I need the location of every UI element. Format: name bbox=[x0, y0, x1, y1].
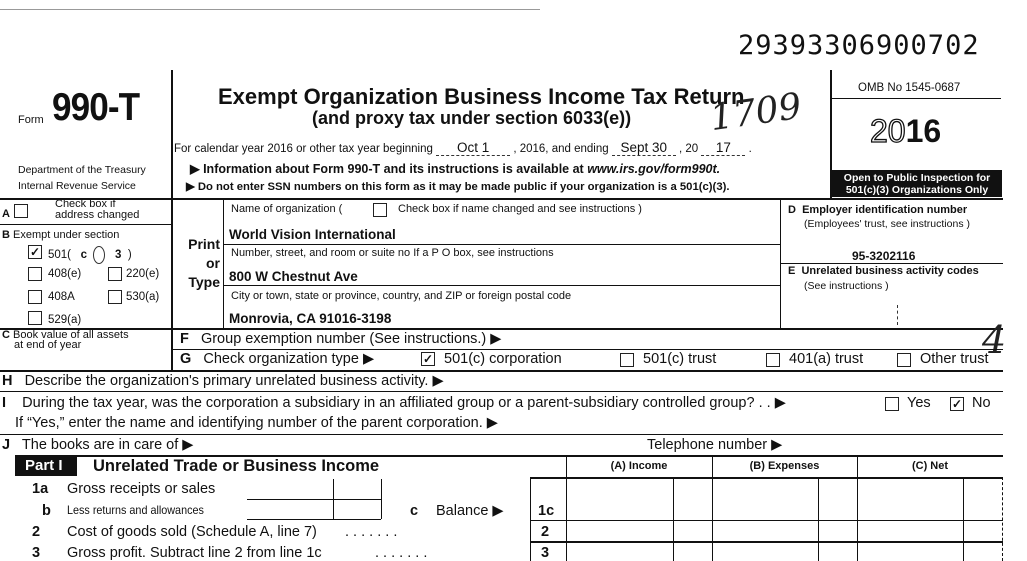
line-1b-label: Less returns and allowances bbox=[67, 503, 204, 517]
form-label: Form bbox=[18, 114, 44, 126]
line-1b-underline bbox=[247, 519, 381, 520]
section-g-label: G Check organization type ▶ bbox=[180, 351, 375, 367]
line-3-label: Gross profit. Subtract line 2 from line 1c bbox=[67, 545, 322, 561]
line-3-income-field[interactable] bbox=[567, 542, 673, 561]
line-1c-letter: c bbox=[410, 503, 419, 519]
document-locator-number: 29393306900702 bbox=[738, 30, 980, 61]
omb-divider bbox=[831, 98, 1001, 99]
org-name-label: Name of organization ( bbox=[231, 203, 343, 215]
line-1c-income-field[interactable] bbox=[567, 478, 673, 520]
exempt-408e-checkbox[interactable] bbox=[28, 267, 42, 281]
line-3-net-field[interactable] bbox=[858, 542, 963, 561]
section-f-label: F Group exemption number (See instructions.) ▶ bbox=[180, 331, 502, 347]
line-1a-label: Gross receipts or sales bbox=[67, 481, 216, 497]
handwritten-stamp: 1709 bbox=[707, 85, 805, 140]
exempt-408a-label: 408A bbox=[48, 291, 75, 303]
col-expenses-header: (B) Expenses bbox=[749, 460, 820, 472]
type-501c-trust-label: 501(c) trust bbox=[643, 351, 717, 367]
exempt-220e-checkbox[interactable] bbox=[108, 267, 122, 281]
name-changed-label: Check box if name changed and see instructions ) bbox=[398, 203, 642, 215]
line-2-net-field[interactable] bbox=[858, 521, 963, 541]
form-number: 990-T bbox=[52, 86, 140, 129]
line-1a-num: 1a bbox=[32, 481, 49, 497]
exempt-408e-label: 408(e) bbox=[48, 268, 82, 280]
ein-field[interactable]: 95-3202116 bbox=[852, 249, 916, 263]
line-1c-net-field[interactable] bbox=[858, 478, 963, 520]
subsidiary-no-label: No bbox=[972, 395, 991, 411]
handwritten-margin-mark: 4 bbox=[982, 318, 1007, 362]
tax-year-line: For calendar year 2016 or other tax year beginning Oct 1 , 2016, and ending Sept 30 , 20 17 . bbox=[174, 140, 752, 155]
type-401a-trust-checkbox[interactable] bbox=[766, 353, 780, 367]
exempt-530a-label: 530(a) bbox=[126, 291, 160, 303]
type-501c-corporation-label: 501(c) corporation bbox=[444, 351, 562, 367]
section-i-divider bbox=[0, 434, 1003, 435]
type-501c-corporation-checkbox[interactable]: ✓ bbox=[422, 352, 434, 366]
col-b-cents bbox=[818, 477, 819, 561]
tax-year-end-yy-field[interactable]: 17 bbox=[701, 140, 745, 156]
col-net-header: (C) Net bbox=[911, 460, 949, 472]
info-line: ▶ Information about Form 990-T and its instructions is available at www.irs.gov/form990t. bbox=[190, 162, 721, 176]
address-changed-checkbox[interactable] bbox=[14, 204, 28, 218]
form-title: Exempt Organization Business Income Tax Return bbox=[218, 84, 745, 109]
service-label: Internal Revenue Service bbox=[18, 180, 136, 192]
grid-right bbox=[1002, 477, 1003, 561]
address-changed-label: Check box if address changed bbox=[55, 198, 140, 221]
line-1a-cents-divider bbox=[333, 479, 334, 519]
section-h-label: H Describe the organization's primary unrelated business activity. ▶ bbox=[2, 373, 444, 389]
print-or-type-label: Print or Type bbox=[188, 236, 220, 290]
section-f-divider bbox=[172, 349, 1003, 350]
line-3-ref: 3 bbox=[541, 545, 550, 561]
exempt-408a-checkbox[interactable] bbox=[28, 290, 42, 304]
exempt-530a-checkbox[interactable] bbox=[108, 290, 122, 304]
line-1b-num: b bbox=[42, 503, 51, 519]
section-h-divider bbox=[0, 391, 1003, 392]
city-label: City or town, state or province, country, and ZIP or foreign postal code bbox=[231, 290, 572, 302]
org-name-underline bbox=[224, 244, 780, 245]
street-label: Number, street, and room or suite no If a P O box, see instructions bbox=[231, 247, 554, 259]
department-label: Department of the Treasury bbox=[18, 164, 146, 176]
org-block-bottom-rule bbox=[172, 328, 1003, 330]
section-a-divider bbox=[0, 224, 171, 225]
line-2-ref: 2 bbox=[541, 524, 550, 540]
exempt-501-label: 501( c 3 ) bbox=[48, 246, 132, 264]
section-c-label: C Book value of all assets at end of year bbox=[2, 329, 129, 351]
activity-code-field[interactable] bbox=[897, 305, 898, 325]
exempt-501-checkbox[interactable]: ✓ bbox=[29, 245, 41, 259]
exempt-529a-label: 529(a) bbox=[48, 314, 82, 326]
section-d-label: D Employer identification number bbox=[788, 204, 968, 216]
exempt-220e-label: 220(e) bbox=[126, 268, 160, 280]
city-field[interactable]: Monrovia, CA 91016-3198 bbox=[229, 311, 392, 326]
header-bottom-rule bbox=[0, 198, 1003, 200]
exempt-501-subsection-field[interactable]: 3 bbox=[115, 249, 122, 262]
line-3-num: 3 bbox=[32, 545, 41, 561]
part1-badge: Part I bbox=[15, 456, 77, 476]
section-b-label: B Exempt under section bbox=[2, 229, 120, 241]
info-url-link[interactable]: www.irs.gov/form990t. bbox=[587, 162, 721, 176]
form-subtitle: (and proxy tax under section 6033(e)) bbox=[312, 108, 632, 128]
street-underline bbox=[224, 285, 780, 286]
type-other-trust-label: Other trust bbox=[920, 351, 989, 367]
subsidiary-yes-checkbox[interactable] bbox=[885, 397, 899, 411]
line-2-dots: . . . . . . . bbox=[345, 524, 398, 540]
tax-year-mid: , 2016, and ending bbox=[513, 143, 609, 155]
print-type-divider bbox=[223, 198, 224, 328]
line-1c-ref: 1c bbox=[538, 503, 555, 519]
parent-corporation-label: If “Yes,” enter the name and identifying number of the parent corporation. ▶ bbox=[15, 415, 498, 431]
public-inspection-banner: Open to Public Inspection for 501(c)(3) Organizations Only bbox=[832, 170, 1002, 197]
street-field[interactable]: 800 W Chestnut Ave bbox=[229, 269, 358, 284]
col-a-cents bbox=[673, 477, 674, 561]
section-d-sub: (Employees' trust, see instructions ) bbox=[804, 218, 970, 230]
ein-underline bbox=[781, 263, 1003, 264]
section-g-bottom-rule bbox=[0, 370, 1003, 372]
org-name-field[interactable]: World Vision International bbox=[229, 227, 396, 242]
tax-year-20: , 20 bbox=[679, 143, 699, 155]
exempt-529a-checkbox[interactable] bbox=[28, 311, 42, 325]
tax-year-prefix: For calendar year 2016 or other tax year beginning bbox=[174, 143, 433, 155]
line-1a-right bbox=[381, 479, 382, 519]
line-2-label: Cost of goods sold (Schedule A, line 7) bbox=[67, 524, 317, 540]
part1-title: Unrelated Trade or Business Income bbox=[93, 457, 380, 475]
section-e-label: E Unrelated business activity codes bbox=[788, 265, 979, 277]
tax-year-begin-field[interactable]: Oct 1 bbox=[436, 140, 510, 156]
subsidiary-no-checkbox[interactable]: ✓ bbox=[951, 397, 963, 411]
name-changed-checkbox[interactable] bbox=[373, 203, 387, 217]
type-501c-trust-checkbox[interactable] bbox=[620, 353, 634, 367]
col-c-cents bbox=[963, 477, 964, 561]
type-other-trust-checkbox[interactable] bbox=[897, 353, 911, 367]
line-1a-underline bbox=[247, 499, 381, 500]
returns-allowances-field[interactable] bbox=[247, 502, 333, 519]
line-2-num: 2 bbox=[32, 524, 41, 540]
telephone-label: Telephone number ▶ bbox=[647, 437, 783, 453]
tax-year-end-field[interactable]: Sept 30 bbox=[612, 140, 676, 156]
section-a-letter: A bbox=[2, 208, 10, 220]
tax-year-badge: 2016 bbox=[870, 113, 942, 149]
ref-col-left bbox=[530, 477, 531, 561]
section-j-label: J The books are in care of ▶ bbox=[2, 437, 194, 453]
line-2-income-field[interactable] bbox=[567, 521, 673, 541]
gross-receipts-field[interactable] bbox=[247, 481, 333, 498]
left-column-divider bbox=[171, 198, 173, 370]
scan-edge-line bbox=[0, 9, 540, 10]
col-income-header: (A) Income bbox=[610, 460, 668, 472]
ssn-warning: ▶ Do not enter SSN numbers on this form as it may be made public if your organization is a 501(c)(3). bbox=[186, 181, 730, 193]
balance-label: Balance ▶ bbox=[436, 503, 504, 519]
omb-number: OMB No 1545-0687 bbox=[858, 82, 961, 94]
subsidiary-yes-label: Yes bbox=[907, 395, 931, 411]
line-3-dots: . . . . . . . bbox=[375, 545, 428, 561]
header-divider-left bbox=[171, 70, 173, 198]
section-i-label: I During the tax year, was the corporation a subsidiary in an affiliated group or a parent-subsidiary controlled group? . . ▶ bbox=[2, 395, 786, 411]
type-401a-trust-label: 401(a) trust bbox=[789, 351, 864, 367]
section-e-sub: (See instructions ) bbox=[804, 280, 889, 292]
